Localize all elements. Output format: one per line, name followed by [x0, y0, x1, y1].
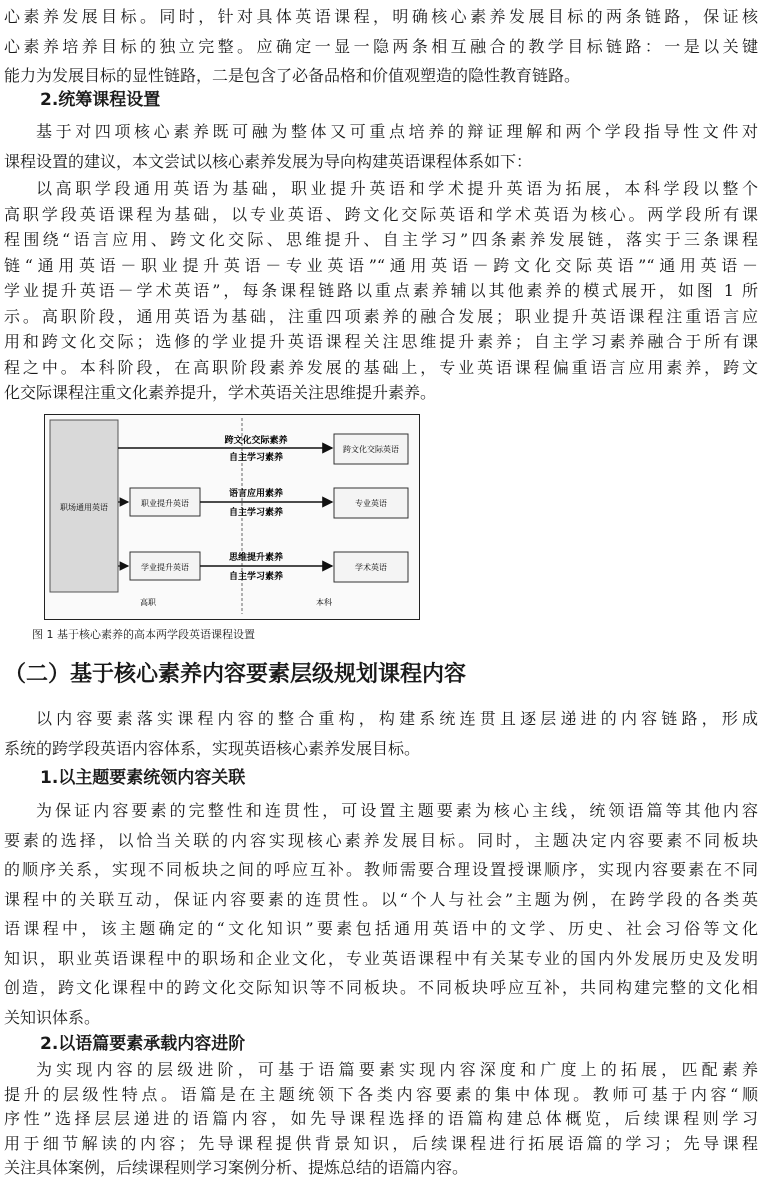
paragraph-line: 系统的跨学段英语内容体系，实现英语核心素养发展目标。	[4, 738, 421, 758]
paragraph-line: 关知识体系。	[4, 1007, 101, 1027]
cross-cultural-course-label: 跨文化交际英语	[343, 445, 399, 454]
paragraph-line: 的顺序关系，实现不同板块之间的呼应互补。教师需要合理设置授课顺序，实现内容要素在不同	[4, 860, 758, 879]
paragraph-line: 心素养培养目标的独立完整。应确定一显一隐两条相互融合的教学目标链路：一是以关键	[4, 36, 758, 56]
paragraph-line: 以高职学段通用英语为基础，职业提升英语和学术提升英语为拓展，本科学段以整个	[36, 179, 758, 198]
paragraph-line: 为保证内容要素的完整性和连贯性，可设置主题要素为核心主线，统领语篇等其他内容	[36, 801, 758, 820]
paragraph-line: 化交际课程注重文化素养提升，学术英语关注思维提升素养。	[4, 383, 437, 402]
paragraph-line: 用和跨文化交际；选修的学业提升英语课程关注思维提升素养；自主学习素养融合于所有课	[4, 332, 758, 351]
paragraph-line: 提升的层级性特点。语篇是在主题统领下各类内容要素的集中体现。教师可基于内容“顺	[4, 1084, 758, 1104]
paragraph-line: 课程设置的建议，本文尝试以核心素养发展为导向构建英语课程体系如下：	[4, 151, 533, 171]
paragraph-line: 知识，职业英语课程中的职场和企业文化，专业英语课程中有关某专业的国内外发展历史及发明	[4, 948, 758, 968]
academic-course-label: 学术英语	[355, 563, 387, 572]
paragraph-line: 高职学段英语课程为基础，以专业英语、跨文化交际英语和学术英语为核心。两学段所有课	[4, 204, 758, 224]
section-heading: 2.以语篇要素承载内容进阶	[40, 1034, 246, 1054]
study-course-label: 学业提升英语	[141, 563, 189, 572]
arrow1-bottom-label: 自主学习素养	[228, 453, 284, 463]
figure-caption: 图 1 基于核心素养的高本两学段英语课程设置	[32, 628, 255, 641]
base-course-label: 职场通用英语	[60, 503, 108, 512]
section-heading: 2.统筹课程设置	[40, 90, 161, 110]
paragraph-line: 链“通用英语－职业提升英语－专业英语”“通用英语－跨文化交际英语”“通用英语－	[4, 255, 758, 275]
paragraph-line: 基于对四项核心素养既可融为整体又可重点培养的辩证理解和两个学段指导性文件对	[36, 122, 758, 141]
stage-right-label: 本科	[316, 598, 332, 607]
paragraph-line: 程围绕“语言应用、跨文化交际、思维提升、自主学习”四条素养发展链，落实于三条课程	[4, 230, 758, 249]
course-structure-figure	[44, 414, 420, 620]
paragraph-line: 心素养发展目标。同时，针对具体英语课程，明确核心素养发展目标的两条链路，保证核	[4, 7, 758, 26]
subsection-title: （二）基于核心素养内容要素层级规划课程内容	[4, 662, 467, 687]
arrow3-top-label: 思维提升素养	[228, 553, 284, 563]
career-course-label: 职业提升英语	[141, 499, 189, 508]
paragraph-line: 创造，跨文化课程中的跨文化交际知识等不同板块。不同板块呼应互补，共同构建完整的文化相	[4, 978, 758, 997]
paragraph-line: 关注具体案例，后续课程则学习案例分析、提炼总结的语篇内容。	[4, 1158, 469, 1177]
stage-left-label: 高职	[140, 598, 156, 607]
section-heading: 1.以主题要素统领内容关联	[40, 768, 246, 788]
paragraph-line: 示。高职阶段，通用英语为基础，注重四项素养的融合发展；职业提升英语课程注重语言应	[4, 306, 758, 326]
paragraph-line: 语课程中，该主题确定的“文化知识”要素包括通用英语中的文学、历史、社会习俗等文化	[4, 919, 758, 938]
paragraph-line: 能力为发展目标的显性链路，二是包含了必备品格和价值观塑造的隐性教育链路。	[4, 66, 581, 85]
paragraph-line: 学业提升英语－学术英语”，每条课程链路以重点素养辅以其他素养的模式展开，如图 1 所	[4, 281, 758, 300]
arrow3-bottom-label: 自主学习素养	[228, 572, 284, 582]
paragraph-line: 要素的选择，以恰当关联的内容实现核心素养发展目标。同时，主题决定内容要素不同板块	[4, 830, 758, 850]
paragraph-line: 课程中的关联互动，保证内容要素的连贯性。以“个人与社会”主题为例，在跨学段的各类英	[4, 889, 758, 909]
paragraph-line: 序性”选择层层递进的语篇内容，如先导课程选择的语篇构建总体概览，后续课程则学习	[4, 1109, 758, 1128]
paragraph-line: 以内容要素落实课程内容的整合重构，构建系统连贯且逐层递进的内容链路，形成	[36, 709, 758, 728]
arrow2-bottom-label: 自主学习素养	[228, 508, 284, 518]
major-course-label: 专业英语	[355, 499, 387, 508]
paragraph-line: 程之中。本科阶段，在高职阶段素养发展的基础上，专业英语课程偏重语言应用素养，跨文	[4, 357, 758, 377]
paragraph-line: 为实现内容的层级进阶，可基于语篇要素实现内容深度和广度上的拓展，匹配素养	[36, 1060, 758, 1079]
paragraph-line: 用于细节解读的内容；先导课程提供背景知识，后续课程进行拓展语篇的学习；先导课程	[4, 1133, 758, 1153]
arrow2-top-label: 语言应用素养	[228, 489, 284, 499]
arrow1-top-label: 跨文化交际素养	[224, 436, 288, 446]
